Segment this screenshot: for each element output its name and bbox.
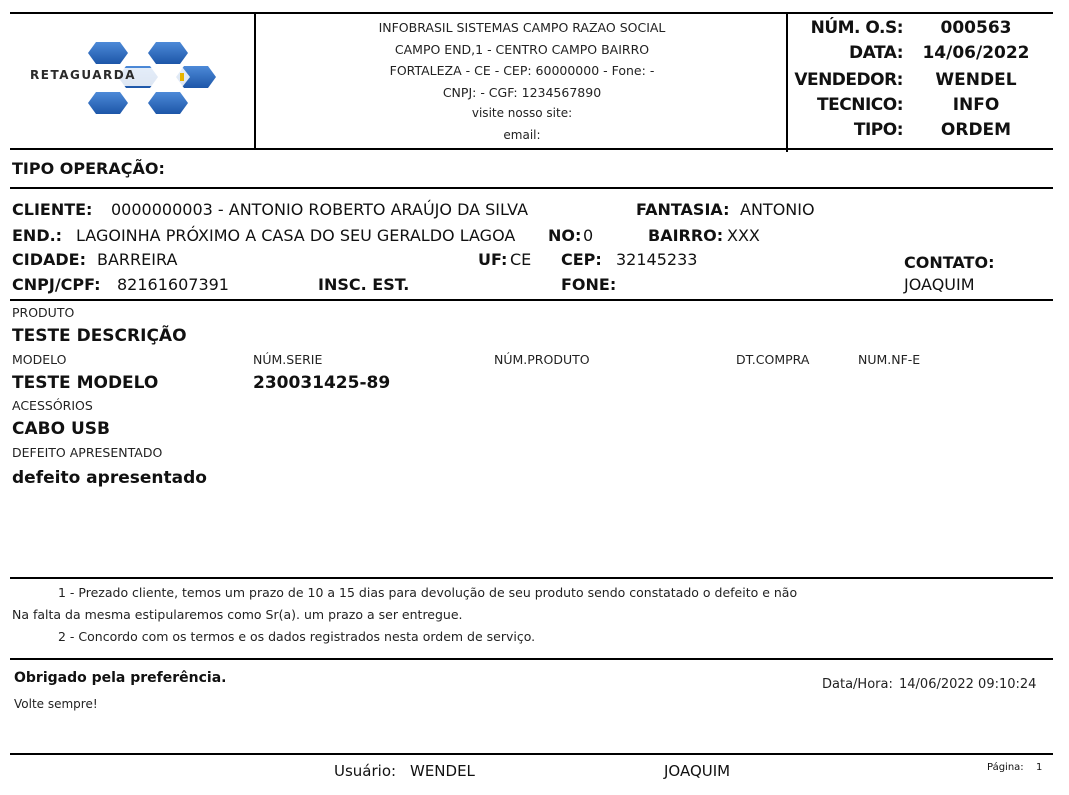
number-value: 0 — [583, 226, 594, 245]
type-label: TIPO: — [853, 120, 903, 140]
os-number-value: 000563 — [940, 18, 1012, 38]
number-label: NO: — [548, 226, 582, 245]
terms-line-2: Na falta da mesma estipularemos como Sr(a). um prazo a ser entregue. — [12, 607, 463, 622]
type-value: ORDEM — [940, 120, 1012, 140]
terms-bottom-divider — [10, 658, 1053, 660]
seller-label: VENDEDOR: — [794, 70, 903, 90]
company-line: FORTALEZA - CE - CEP: 60000000 - Fone: - — [389, 63, 655, 78]
uf-label: UF: — [478, 250, 508, 269]
company-line: CNPJ: - CGF: 1234567890 — [442, 84, 602, 100]
client-divider — [10, 299, 1053, 301]
date-value: 14/06/2022 — [922, 43, 1030, 63]
model-label: MODELO — [12, 352, 67, 367]
logo — [28, 40, 243, 118]
product-label: PRODUTO — [12, 305, 75, 320]
seller-value: WENDEL — [935, 70, 1017, 90]
contact-label: CONTATO: — [904, 253, 995, 272]
fantasy-value: ANTONIO — [740, 200, 815, 219]
terms-line-1: 1 - Prezado cliente, temos um prazo de 10 a 15 dias para devolução de seu produto sendo constatado o defeito e não — [58, 585, 798, 600]
logo-accent — [180, 73, 184, 81]
technician-label: TECNICO: — [817, 95, 903, 115]
datetime-value: 14/06/2022 09:10:24 — [899, 677, 1037, 692]
accessories-label: ACESSÓRIOS — [12, 398, 93, 413]
cpf-value: 82161607391 — [117, 275, 229, 294]
operation-type-label: TIPO OPERAÇÃO: — [12, 159, 165, 178]
company-line: email: — [503, 127, 541, 142]
terms-line-3: 2 - Concordo com os termos e os dados registrados nesta ordem de serviço. — [58, 629, 536, 644]
cpf-label: CNPJ/CPF: — [12, 275, 101, 294]
serial-number-value: 230031425-89 — [253, 373, 391, 393]
product-description: TESTE DESCRIÇÃO — [12, 326, 187, 346]
model-value: TESTE MODELO — [12, 373, 159, 393]
invoice-number-label: NUM.NF-E — [858, 352, 921, 367]
company-line: visite nosso site: — [471, 106, 573, 120]
operation-divider — [10, 187, 1053, 189]
client-label: CLIENTE: — [12, 200, 93, 219]
city-value: BARREIRA — [97, 250, 178, 269]
purchase-date-label: DT.COMPRA — [736, 352, 810, 367]
thanks-message: Obrigado pela preferência. — [14, 670, 227, 686]
district-label: BAIRRO: — [648, 226, 724, 245]
defect-value: defeito apresentado — [12, 468, 207, 488]
defect-label: DEFEITO APRESENTADO — [12, 445, 163, 460]
footer-contact: JOAQUIM — [664, 762, 731, 780]
accessories-value: CABO USB — [12, 419, 110, 439]
cep-label: CEP: — [561, 250, 602, 269]
farewell-message: Volte sempre! — [14, 697, 98, 711]
contact-value: JOAQUIM — [904, 275, 975, 294]
datetime-label: Data/Hora: — [822, 677, 893, 692]
technician-value: INFO — [952, 95, 1000, 115]
user-label: Usuário: — [334, 762, 397, 780]
address-label: END.: — [12, 226, 63, 245]
footer-divider — [10, 753, 1053, 755]
logo-text: RETAGUARDA — [30, 68, 136, 82]
company-line: CAMPO END,1 - CENTRO CAMPO BAIRRO — [394, 41, 650, 57]
page-number: 1 — [1036, 762, 1043, 773]
phone-label: FONE: — [561, 275, 617, 294]
city-label: CIDADE: — [12, 250, 86, 269]
user-value: WENDEL — [410, 762, 475, 780]
address-value: LAGOINHA PRÓXIMO A CASA DO SEU GERALDO LAGOA — [76, 226, 516, 245]
header-divider-left — [254, 12, 256, 149]
company-line: INFOBRASIL SISTEMAS CAMPO RAZAO SOCIAL — [378, 20, 666, 35]
product-number-label: NÚM.PRODUTO — [494, 352, 590, 367]
state-registration-label: INSC. EST. — [318, 275, 410, 294]
uf-value: CE — [510, 250, 532, 269]
company-info — [258, 17, 786, 146]
serial-number-label: NÚM.SERIE — [253, 352, 323, 367]
terms-top-divider — [10, 577, 1053, 579]
fantasy-label: FANTASIA: — [636, 200, 730, 219]
header-bottom-border — [10, 148, 1053, 150]
client-value: 0000000003 - ANTONIO ROBERTO ARAÚJO DA SILVA — [111, 200, 529, 219]
os-number-label: NÚM. O.S: — [810, 18, 903, 38]
top-border — [10, 12, 1053, 14]
cep-value: 32145233 — [616, 250, 698, 269]
page-label: Página: — [987, 762, 1024, 773]
district-value: XXX — [727, 226, 760, 245]
date-label: DATA: — [849, 43, 903, 63]
